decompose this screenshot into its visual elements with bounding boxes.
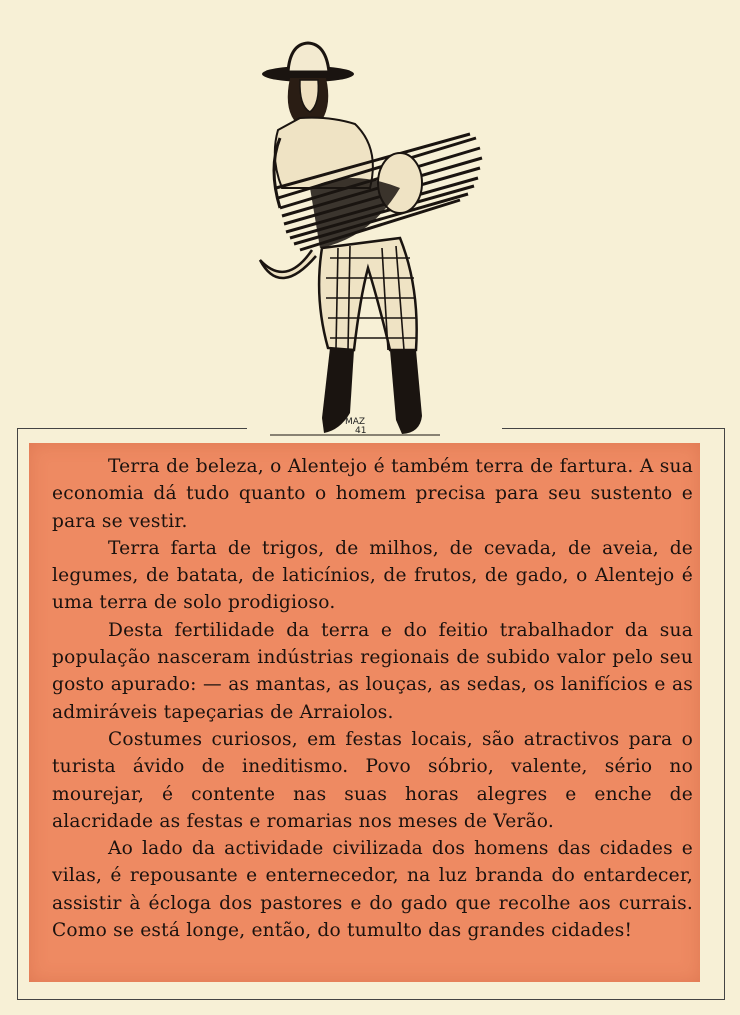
frame-top-rule-right (502, 428, 724, 429)
signature-name: MAZ (345, 417, 366, 427)
paragraph-4: Costumes curiosos, em festas locais, são atractivos para o turista ávido de ineditismo. Povo sóbrio, valente, sério no mourejar, é contente nas suas horas alegres e enche de alacridade as festas e romarias nos meses de Verão. (52, 728, 693, 832)
peasant-woman-illustration (250, 38, 500, 443)
frame-top-rule-left (17, 428, 247, 429)
article-text (52, 453, 693, 944)
signature-year: 41 (355, 426, 367, 436)
paragraph-3: Desta fertilidade da terra e do feitio trabalhador da sua população nasceram indústrias regionais de subido valor pelo seu gosto apurado: — as mantas, as louças, as sedas, os lanifícios e as admiráveis tapeçarias de Arraiolos. (52, 619, 693, 723)
paragraph-2: Terra farta de trigos, de milhos, de cevada, de aveia, de legumes, de batata, de laticínios, de frutos, de gado, o Alentejo é uma terra de solo prodigioso. (52, 537, 693, 614)
paragraph-5: Ao lado da actividade civilizada dos homens das cidades e vilas, é repousante e enternecedor, na luz branda do entardecer, assistir à écloga dos pastores e do gado que recolhe aos currais. Como se está longe, então, do tumulto das grandes cidades! (52, 838, 693, 942)
paragraph-1: Terra de beleza, o Alentejo é também terra de fartura. A sua economia dá tudo quanto o homem precisa para seu sustento e para se vestir. (52, 456, 693, 532)
